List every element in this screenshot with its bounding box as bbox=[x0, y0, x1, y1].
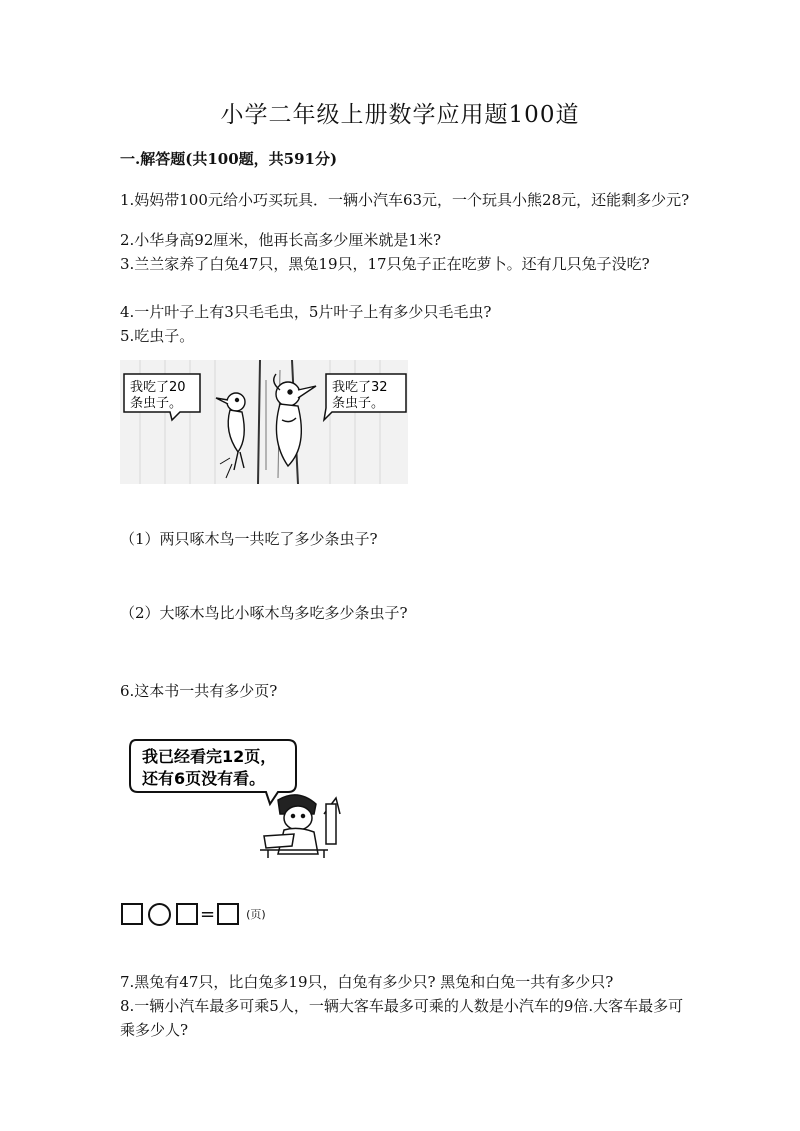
question-5-part-2: （2）大啄木鸟比小啄木鸟多吃多少条虫子? bbox=[120, 604, 408, 622]
left-bubble-line1: 我吃了20 bbox=[130, 380, 186, 395]
answer-box-result[interactable] bbox=[217, 903, 239, 925]
section-heading: 一.解答题(共100题，共591分) bbox=[120, 150, 338, 168]
answer-box-2[interactable] bbox=[176, 903, 198, 925]
woodpeckers-illustration bbox=[120, 360, 408, 484]
operator-circle[interactable] bbox=[148, 903, 171, 926]
question-8: 8.一辆小汽车最多可乘5人，一辆大客车最多可乘的人数是小汽车的9倍.大客车最多可乘多少人? bbox=[120, 997, 684, 1039]
question-7: 7.黑兔有47只，比白兔多19只，白兔有多少只? 黑兔和白兔一共有多少只? bbox=[120, 973, 614, 991]
question-4: 4.一片叶子上有3只毛毛虫，5片叶子上有多少只毛毛虫? bbox=[120, 303, 492, 321]
bubble-line1: 我已经看完12页， bbox=[142, 747, 277, 766]
answer-formula bbox=[121, 903, 266, 925]
page-title: 小学二年级上册数学应用题100道 bbox=[220, 102, 580, 128]
left-bubble-line2: 条虫子。 bbox=[130, 396, 183, 411]
answer-box-1[interactable] bbox=[121, 903, 143, 925]
reading-boy-illustration bbox=[128, 734, 348, 858]
question-1: 1.妈妈带100元给小巧买玩具．一辆小汽车63元，一个玩具小熊28元，还能剩多少元? bbox=[120, 191, 690, 209]
question-6: 6.这本书一共有多少页? bbox=[120, 682, 278, 700]
question-3: 3.兰兰家养了白兔47只，黑兔19只，17只兔子正在吃萝卜。还有几只兔子没吃? bbox=[120, 255, 650, 273]
boy-icon bbox=[260, 795, 340, 858]
question-5: 5.吃虫子。 bbox=[120, 327, 195, 345]
question-5-part-1: （1）两只啄木鸟一共吃了多少条虫子? bbox=[120, 530, 378, 548]
right-bubble-line2: 条虫子。 bbox=[332, 396, 385, 411]
question-2: 2.小华身高92厘米，他再长高多少厘米就是1米? bbox=[120, 231, 441, 249]
equals-sign: = bbox=[200, 903, 216, 925]
bubble-line2: 还有6页没有看。 bbox=[142, 769, 266, 788]
unit-label: (页) bbox=[246, 908, 266, 921]
right-bubble-line1: 我吃了32 bbox=[332, 380, 388, 395]
